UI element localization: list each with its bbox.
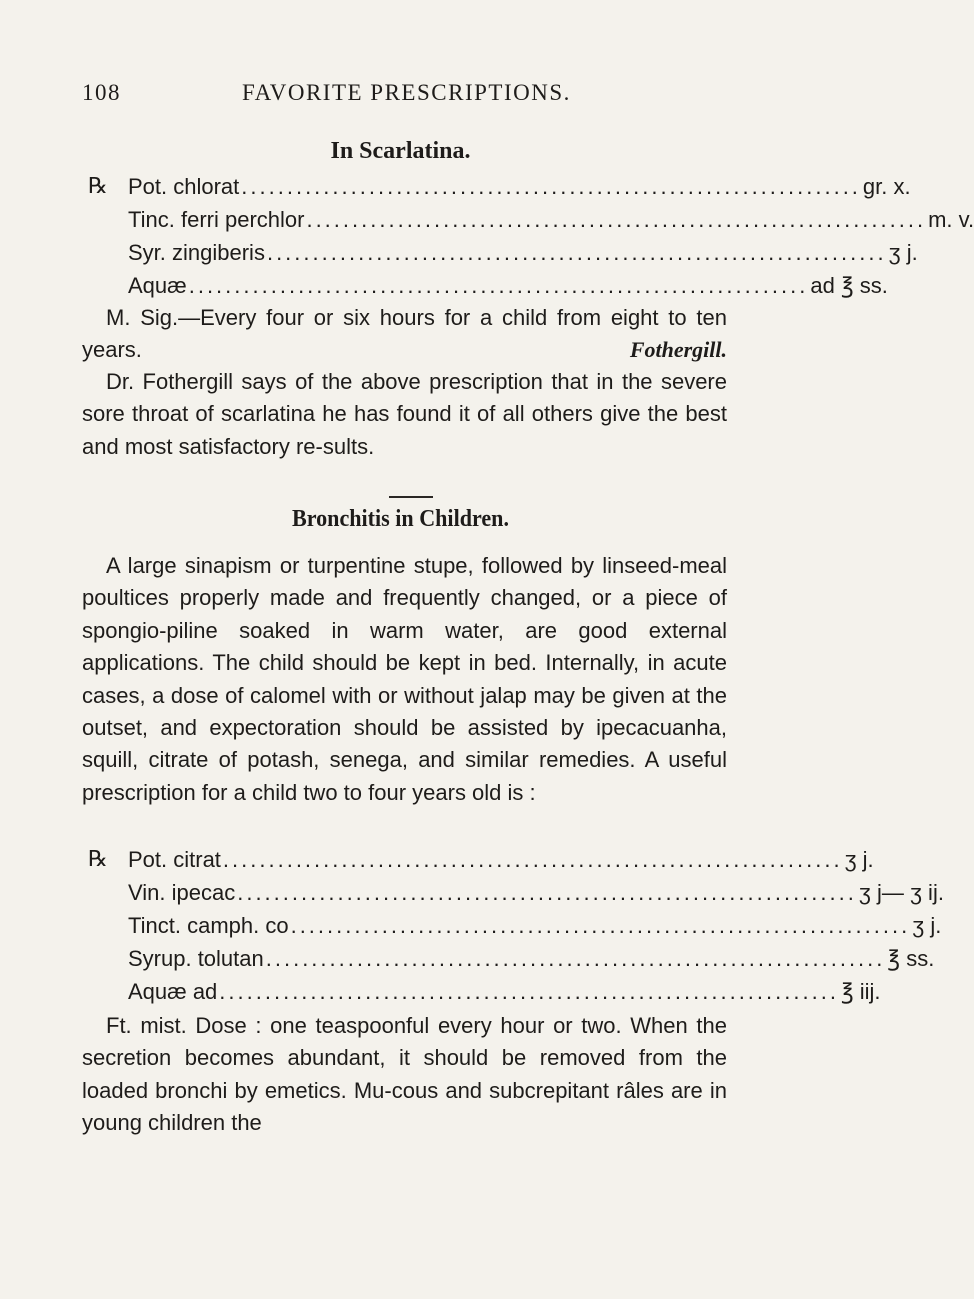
ingredient-quantity: ʒ j— ʒ ij. — [858, 880, 944, 905]
sig-attribution — [82, 334, 727, 366]
prescription-line — [128, 203, 974, 236]
page-header — [82, 80, 722, 106]
prescription-line — [128, 170, 911, 203]
ingredient-quantity: ad ℥ ss. — [810, 273, 888, 298]
section-divider — [389, 496, 433, 498]
page-number: 108 — [82, 80, 121, 105]
ingredient-name: Pot. chlorat — [128, 174, 240, 199]
sig-body: M. Sig.—Every four or six hours for a child from eight to ten years. — [82, 305, 727, 363]
prescription-line — [128, 975, 881, 1008]
ingredient-name: Syr. zingiberis — [128, 240, 265, 265]
ingredient-quantity: gr. x. — [862, 174, 911, 199]
ingredient-name: Aquæ ad — [128, 979, 218, 1004]
rx-symbol: ℞ — [88, 174, 108, 199]
ingredient-name: Tinc. ferri perchlor — [128, 207, 305, 232]
ingredient-quantity: ℥ iij. — [840, 979, 881, 1004]
ingredient-name: Syrup. tolutan — [128, 946, 264, 971]
bronchitis-paragraph: A large sinapism or turpentine stupe, followed by linseed-meal poultices properly made and frequently changed, or a piece of spongio-piline soaked in warm water, are good external applications. The child should be kept in bed. Internally, in acute cases, a dose of calomel with or without jalap may be given at the outset, and expectoration should be assisted by ipecacuanha, squill, citrate of potash, senega, and similar remedies. A useful prescription for a child two to four years old is : — [82, 553, 727, 805]
ingredient-quantity: ℥ ss. — [887, 946, 935, 971]
prescription-line — [128, 269, 888, 302]
ingredient-quantity: ʒ j. — [844, 847, 874, 872]
prescription-line — [128, 942, 935, 975]
prescription-line — [128, 236, 918, 269]
ingredient-name: Aquæ — [128, 273, 187, 298]
ingredient-name: Pot. citrat — [128, 847, 221, 872]
leader-dots: .................................................................... — [290, 913, 911, 938]
section-title-scarlatina: In Scarlatina. — [330, 138, 471, 164]
ingredient-quantity: m. v. — [928, 207, 974, 232]
leader-dots: .................................................................... — [241, 174, 861, 199]
ingredient-quantity: ʒ j. — [888, 240, 918, 265]
scarlatina-paragraph: Dr. Fothergill says of the above prescription that in the severe sore throat of scarlatina he has found it of all others give the best and most satisfactory re-sults. — [82, 369, 727, 459]
leader-dots: .................................................................... — [237, 880, 857, 905]
section-title-bronchitis: Bronchitis in Children. — [292, 506, 509, 532]
rx-symbol: ℞ — [88, 847, 108, 872]
author-attribution: Fothergill. — [629, 337, 727, 362]
prescription-line — [128, 909, 942, 942]
ingredient-name: Tinct. camph. co — [128, 913, 289, 938]
prescription-line — [128, 876, 944, 909]
closing-paragraph: Ft. mist. Dose : one teaspoonful every hour or two. When the secretion becomes abundant, it should be removed from the loaded bronchi by emetics. Mu-cous and subcrepitant râles are in young children the — [82, 1013, 727, 1136]
leader-dots: .................................................................... — [306, 207, 927, 232]
running-title: FAVORITE PRESCRIPTIONS. — [242, 80, 571, 105]
leader-dots: .................................................................... — [222, 847, 843, 872]
leader-dots: .................................................................... — [265, 946, 886, 971]
leader-dots: .................................................................... — [219, 979, 839, 1004]
leader-dots: .................................................................... — [188, 273, 809, 298]
leader-dots: .................................................................... — [266, 240, 887, 265]
ingredient-name: Vin. ipecac — [128, 880, 236, 905]
prescription-line — [128, 843, 874, 876]
ingredient-quantity: ʒ j. — [912, 913, 942, 938]
